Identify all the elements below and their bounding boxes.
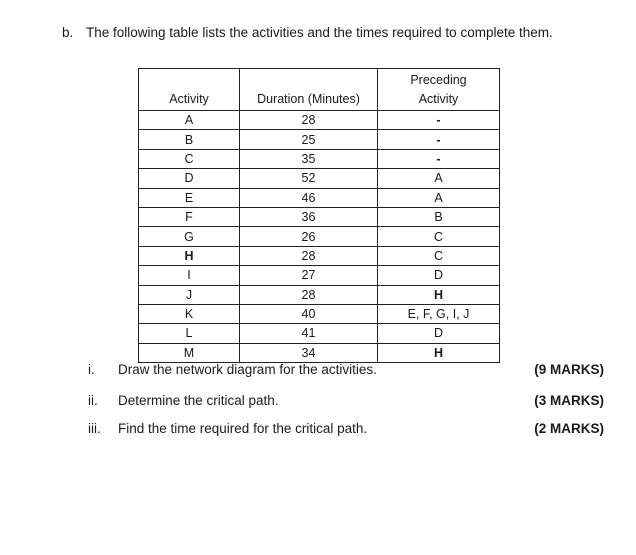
preceding-cell: C <box>378 246 500 265</box>
sub-question-text: Draw the network diagram for the activities. <box>118 362 377 377</box>
duration-cell: 25 <box>240 130 378 149</box>
preceding-cell: C <box>378 227 500 246</box>
activity-cell: A <box>139 111 240 130</box>
duration-cell: 34 <box>240 343 378 362</box>
activity-cell: F <box>139 207 240 226</box>
preceding-cell: B <box>378 207 500 226</box>
preceding-cell: A <box>378 188 500 207</box>
duration-cell: 26 <box>240 227 378 246</box>
preceding-cell: D <box>378 266 500 285</box>
activity-cell: M <box>139 343 240 362</box>
activity-cell: B <box>139 130 240 149</box>
activity-cell: J <box>139 285 240 304</box>
preceding-cell: H <box>378 343 500 362</box>
sub-question-text: Determine the critical path. <box>118 393 279 408</box>
table-row <box>139 285 500 304</box>
header-duration: Duration (Minutes) <box>240 69 378 111</box>
sub-question-marks: (2 MARKS) <box>534 421 604 436</box>
duration-cell: 28 <box>240 285 378 304</box>
table-row <box>139 188 500 207</box>
preceding-cell: H <box>378 285 500 304</box>
duration-cell: 52 <box>240 169 378 188</box>
activity-cell: D <box>139 169 240 188</box>
duration-cell: 41 <box>240 324 378 343</box>
preceding-cell: - <box>378 111 500 130</box>
table-row <box>139 304 500 323</box>
activity-cell: K <box>139 304 240 323</box>
sub-question-number: iii. <box>88 421 101 436</box>
duration-cell: 40 <box>240 304 378 323</box>
table-row <box>139 111 500 130</box>
question-text: The following table lists the activities and the times required to complete them. <box>86 25 553 40</box>
question-label: b. <box>62 25 74 40</box>
table-row <box>139 246 500 265</box>
question-intro <box>62 25 553 40</box>
activity-cell: I <box>139 266 240 285</box>
sub-question-iii <box>0 421 636 439</box>
header-preceding-text: Preceding Activity <box>410 73 467 106</box>
sub-question-marks: (9 MARKS) <box>534 362 604 377</box>
table-row <box>139 207 500 226</box>
table-row <box>139 169 500 188</box>
sub-question-marks: (3 MARKS) <box>534 393 604 408</box>
table-row <box>139 343 500 362</box>
activity-cell: G <box>139 227 240 246</box>
preceding-cell: - <box>378 149 500 168</box>
header-preceding <box>378 69 500 111</box>
preceding-cell: - <box>378 130 500 149</box>
duration-cell: 46 <box>240 188 378 207</box>
duration-cell: 36 <box>240 207 378 226</box>
activity-cell: L <box>139 324 240 343</box>
sub-question-ii <box>0 393 636 411</box>
duration-cell: 35 <box>240 149 378 168</box>
preceding-cell: E, F, G, I, J <box>378 304 500 323</box>
header-activity: Activity <box>139 69 240 111</box>
duration-cell: 27 <box>240 266 378 285</box>
table-row <box>139 324 500 343</box>
sub-question-text: Find the time required for the critical path. <box>118 421 368 436</box>
preceding-cell: A <box>378 169 500 188</box>
preceding-cell: D <box>378 324 500 343</box>
table-row <box>139 149 500 168</box>
activity-cell: H <box>139 246 240 265</box>
activity-cell: E <box>139 188 240 207</box>
duration-cell: 28 <box>240 111 378 130</box>
table-row <box>139 227 500 246</box>
table-row <box>139 266 500 285</box>
sub-question-number: ii. <box>88 393 98 408</box>
table-row <box>139 130 500 149</box>
sub-question-number: i. <box>88 362 95 377</box>
activity-table <box>138 68 500 363</box>
table-header-row <box>139 69 500 111</box>
sub-question-i <box>0 362 636 380</box>
duration-cell: 28 <box>240 246 378 265</box>
activity-cell: C <box>139 149 240 168</box>
